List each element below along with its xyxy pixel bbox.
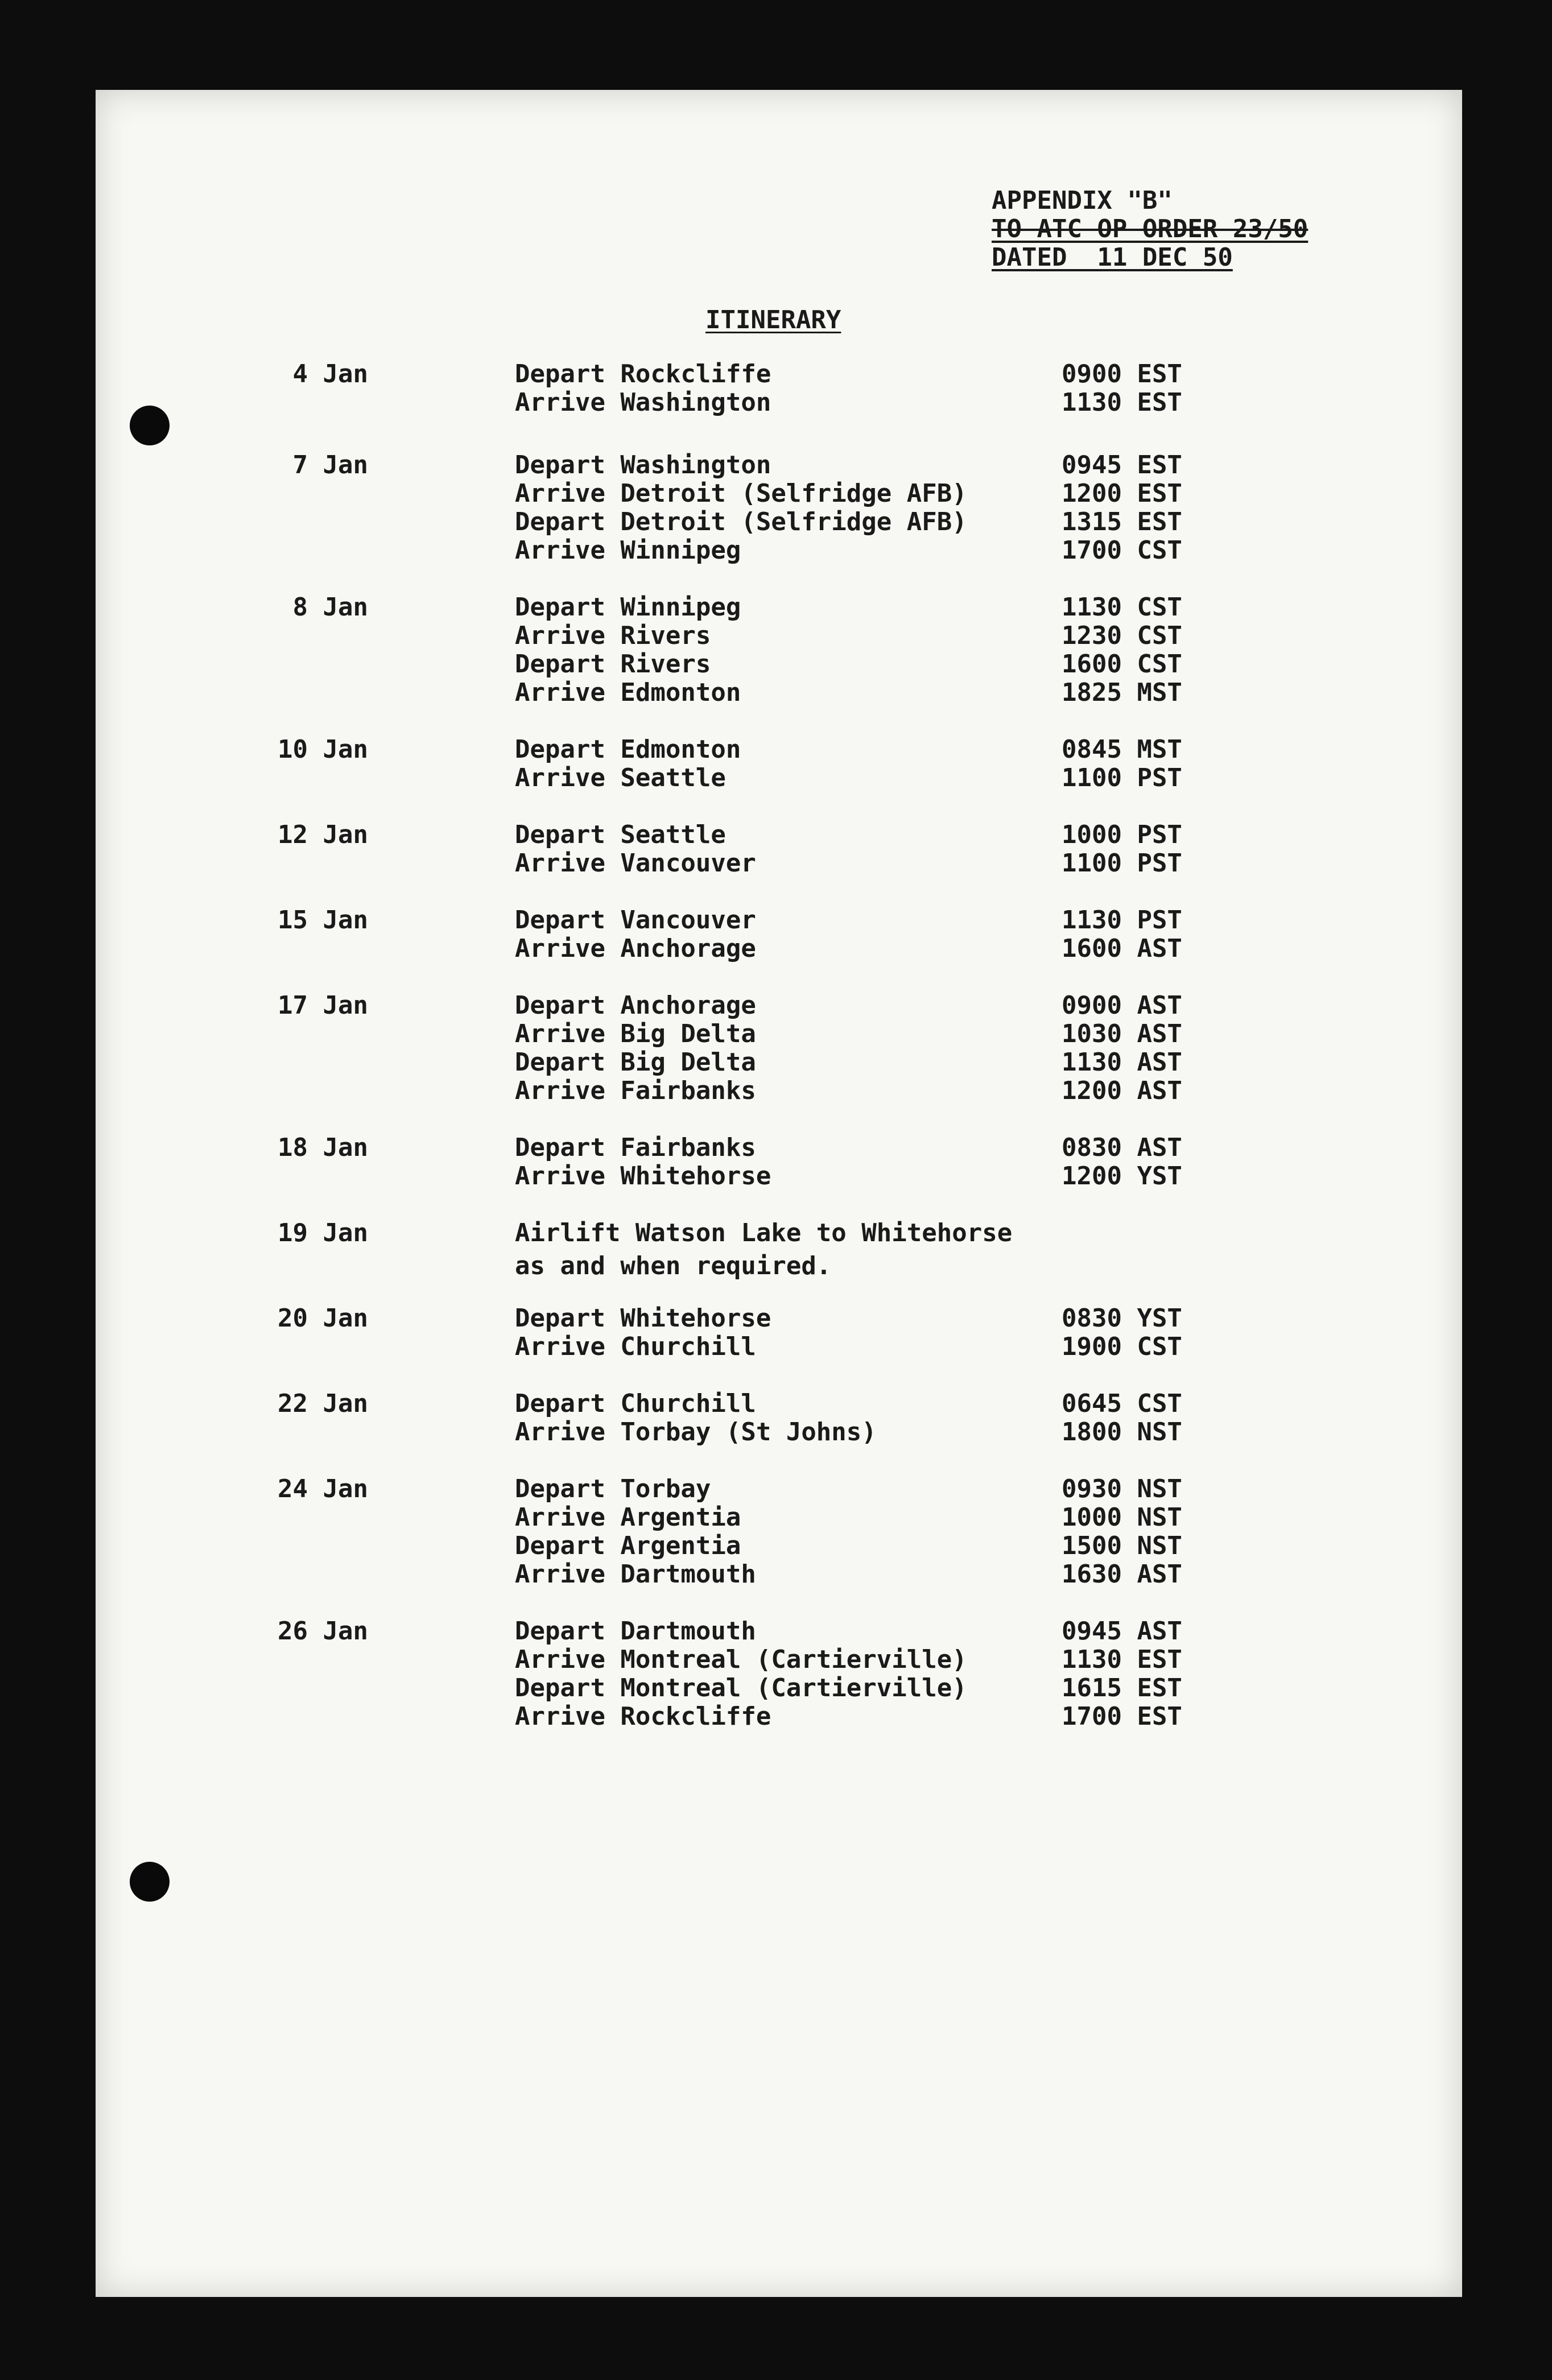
day-date: 19 Jan (278, 1218, 368, 1247)
appendix-label: APPENDIX "B" (992, 186, 1173, 215)
leg-time: 1825 MST (1062, 678, 1182, 707)
day-note: as and when required. (515, 1251, 832, 1280)
leg-description: Depart Rivers (515, 650, 711, 679)
leg-time: 0830 AST (1062, 1133, 1182, 1162)
leg-time: 1600 AST (1062, 934, 1182, 963)
leg-description: Arrive Rivers (515, 621, 711, 650)
leg-time: 0930 NST (1062, 1474, 1182, 1503)
leg-description: Depart Edmonton (515, 735, 741, 764)
leg-time: 1600 CST (1062, 650, 1182, 679)
leg-description: Arrive Anchorage (515, 934, 756, 963)
leg-time: 0900 EST (1062, 360, 1182, 389)
leg-description: Depart Whitehorse (515, 1304, 771, 1333)
leg-time: 1130 AST (1062, 1048, 1182, 1077)
leg-time: 1200 AST (1062, 1076, 1182, 1105)
document-page (96, 90, 1462, 2297)
leg-time: 1130 CST (1062, 593, 1182, 622)
leg-description: Depart Detroit (Selfridge AFB) (515, 507, 967, 536)
leg-time: 1100 PST (1062, 849, 1182, 878)
leg-description: Arrive Vancouver (515, 849, 756, 878)
leg-time: 1900 CST (1062, 1332, 1182, 1361)
leg-description: Arrive Winnipeg (515, 536, 741, 565)
leg-description: Depart Anchorage (515, 991, 756, 1020)
leg-time: 1000 NST (1062, 1503, 1182, 1532)
day-date: 15 Jan (278, 906, 368, 935)
leg-time: 1700 CST (1062, 536, 1182, 565)
day-date: 10 Jan (278, 735, 368, 764)
leg-description: Depart Churchill (515, 1389, 756, 1418)
leg-description: Arrive Whitehorse (515, 1162, 771, 1191)
leg-description: Arrive Edmonton (515, 678, 741, 707)
leg-time: 1130 EST (1062, 1645, 1182, 1674)
day-note: Airlift Watson Lake to Whitehorse (515, 1218, 1013, 1247)
leg-time: 0645 CST (1062, 1389, 1182, 1418)
leg-time: 0830 YST (1062, 1304, 1182, 1333)
day-date: 20 Jan (278, 1304, 368, 1333)
leg-description: Arrive Washington (515, 388, 771, 417)
leg-time: 1130 EST (1062, 388, 1182, 417)
day-date: 22 Jan (278, 1389, 368, 1418)
leg-description: Depart Seattle (515, 820, 726, 849)
leg-description: Depart Washington (515, 451, 771, 480)
day-date: 7 Jan (278, 451, 368, 480)
day-date: 8 Jan (278, 593, 368, 622)
leg-time: 0900 AST (1062, 991, 1182, 1020)
leg-description: Depart Big Delta (515, 1048, 756, 1077)
itinerary-list (96, 90, 1462, 2297)
leg-time: 1315 EST (1062, 507, 1182, 536)
leg-time: 1000 PST (1062, 820, 1182, 849)
leg-description: Arrive Torbay (St Johns) (515, 1418, 877, 1447)
leg-description: Depart Argentia (515, 1531, 741, 1560)
leg-description: Depart Vancouver (515, 906, 756, 935)
leg-time: 0945 AST (1062, 1617, 1182, 1646)
leg-time: 1200 EST (1062, 479, 1182, 508)
leg-description: Depart Torbay (515, 1474, 711, 1503)
leg-description: Arrive Argentia (515, 1503, 741, 1532)
leg-time: 1800 NST (1062, 1418, 1182, 1447)
leg-time: 1500 NST (1062, 1531, 1182, 1560)
leg-description: Arrive Churchill (515, 1332, 756, 1361)
leg-description: Arrive Detroit (Selfridge AFB) (515, 479, 967, 508)
leg-description: Arrive Seattle (515, 763, 726, 792)
leg-time: 1700 EST (1062, 1702, 1182, 1731)
leg-description: Arrive Rockcliffe (515, 1702, 771, 1731)
leg-description: Arrive Dartmouth (515, 1560, 756, 1589)
day-date: 18 Jan (278, 1133, 368, 1162)
leg-time: 0945 EST (1062, 451, 1182, 480)
leg-description: Depart Fairbanks (515, 1133, 756, 1162)
leg-description: Depart Montreal (Cartierville) (515, 1674, 967, 1703)
day-date: 4 Jan (278, 360, 368, 389)
leg-description: Depart Winnipeg (515, 593, 741, 622)
day-date: 26 Jan (278, 1617, 368, 1646)
leg-time: 1230 CST (1062, 621, 1182, 650)
leg-time: 0845 MST (1062, 735, 1182, 764)
leg-description: Depart Dartmouth (515, 1617, 756, 1646)
leg-time: 1200 YST (1062, 1162, 1182, 1191)
day-date: 17 Jan (278, 991, 368, 1020)
leg-description: Depart Rockcliffe (515, 360, 771, 389)
leg-time: 1130 PST (1062, 906, 1182, 935)
dated-line: DATED 11 DEC 50 (992, 243, 1233, 272)
order-reference: TO ATC OP ORDER 23/50 (992, 214, 1309, 243)
leg-time: 1630 AST (1062, 1560, 1182, 1589)
day-date: 24 Jan (278, 1474, 368, 1503)
leg-time: 1615 EST (1062, 1674, 1182, 1703)
leg-time: 1100 PST (1062, 763, 1182, 792)
leg-time: 1030 AST (1062, 1019, 1182, 1048)
day-date: 12 Jan (278, 820, 368, 849)
document-title: ITINERARY (705, 305, 841, 334)
leg-description: Arrive Montreal (Cartierville) (515, 1645, 967, 1674)
leg-description: Arrive Fairbanks (515, 1076, 756, 1105)
leg-description: Arrive Big Delta (515, 1019, 756, 1048)
